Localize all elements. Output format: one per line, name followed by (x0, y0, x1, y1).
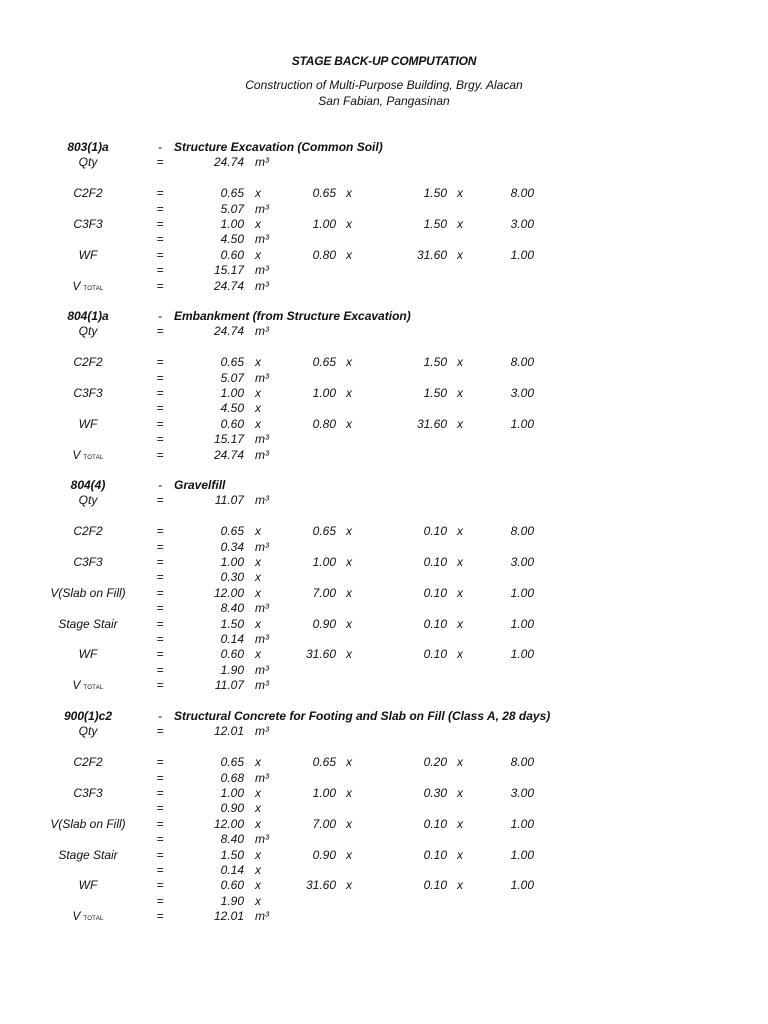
equals-sign: = (156, 524, 164, 539)
multiply-sign: x (346, 878, 352, 893)
section-header (0, 140, 768, 155)
row-label: WF (78, 247, 98, 262)
equals-sign: = (156, 386, 164, 400)
equals-sign: = (156, 632, 164, 646)
value-4: 1.00 (510, 847, 534, 862)
equals-sign: = (156, 770, 164, 785)
value-4: 1.00 (510, 585, 534, 600)
item-code: 804(4) (70, 478, 106, 492)
value-2: 0.65 (312, 355, 336, 370)
value-1: 1.50 (220, 616, 244, 631)
item-code: 900(1)c2 (63, 709, 113, 723)
multiply-sign: x (457, 416, 463, 431)
value-2: 1.00 (312, 217, 336, 231)
operator-or-unit: x (255, 217, 261, 231)
value-4: 8.00 (510, 186, 534, 201)
row-label: WF (78, 878, 98, 893)
operator-or-unit: m³ (255, 447, 269, 462)
operator-or-unit: x (255, 355, 261, 370)
computation-row (0, 432, 768, 447)
value-2: 1.00 (312, 786, 336, 800)
row-label: C2F2 (73, 524, 103, 539)
value-4: 3.00 (510, 555, 534, 569)
computation-row (0, 632, 768, 647)
operator-or-unit: x (255, 555, 261, 569)
computation-row (0, 417, 768, 432)
value-4: 1.00 (510, 616, 534, 631)
computation-row (0, 894, 768, 909)
value-1: 5.07 (220, 370, 244, 385)
equals-sign: = (156, 601, 164, 616)
multiply-sign: x (457, 786, 463, 800)
project-name: Construction of Multi-Purpose Building, Brgy. Alacan (245, 78, 523, 92)
computation-row (0, 202, 768, 217)
value-3: 31.60 (416, 416, 447, 431)
value-4: 3.00 (510, 217, 534, 231)
multiply-sign: x (457, 524, 463, 539)
computation-row (0, 678, 768, 693)
value-2: 1.00 (312, 386, 336, 400)
qty-row (0, 155, 768, 170)
equals-sign: = (156, 893, 164, 908)
value-4: 1.00 (510, 247, 534, 262)
equals-sign: = (156, 232, 164, 247)
operator-or-unit: m³ (255, 632, 269, 646)
value-1: 1.00 (220, 786, 244, 800)
multiply-sign: x (346, 555, 352, 569)
row-label: V(Slab on Fill) (50, 585, 126, 600)
row-label: C3F3 (73, 217, 103, 231)
item-description: Structure Excavation (Common Soil) (174, 140, 383, 154)
row-label: C3F3 (73, 555, 103, 569)
value-1: 1.90 (220, 893, 244, 908)
operator-or-unit: m³ (255, 601, 269, 616)
operator-or-unit: x (255, 801, 261, 816)
operator-or-unit: x (255, 585, 261, 600)
value-3: 1.50 (423, 186, 447, 201)
multiply-sign: x (457, 878, 463, 893)
multiply-sign: x (457, 616, 463, 631)
value-3: 31.60 (416, 247, 447, 262)
value-4: 8.00 (510, 755, 534, 770)
value-1: 1.00 (220, 555, 244, 569)
computation-row (0, 186, 768, 201)
operator-or-unit: x (255, 524, 261, 539)
operator-or-unit: x (255, 878, 261, 893)
value-1: 12.01 (213, 909, 244, 924)
section-header (0, 309, 768, 324)
operator-or-unit: x (255, 401, 261, 416)
computation-row (0, 863, 768, 878)
computation-row (0, 817, 768, 832)
computation-row (0, 279, 768, 294)
total-subscript: TOTAL (83, 685, 104, 692)
value-1: 8.40 (220, 832, 244, 847)
computation-row (0, 524, 768, 539)
equals-sign: = (156, 878, 164, 893)
computation-row (0, 832, 768, 847)
operator-or-unit: m³ (255, 539, 269, 554)
value-4: 1.00 (510, 416, 534, 431)
volume-symbol: V (72, 678, 81, 693)
equals-sign: = (156, 555, 164, 569)
equals-sign: = (156, 324, 164, 339)
dash: - (158, 140, 162, 154)
value-2: 31.60 (305, 647, 336, 662)
value-4: 3.00 (510, 786, 534, 800)
qty-row (0, 724, 768, 739)
value-3: 0.10 (423, 616, 447, 631)
operator-or-unit: m³ (255, 370, 269, 385)
multiply-sign: x (346, 217, 352, 231)
value-2: 0.80 (312, 416, 336, 431)
equals-sign: = (156, 201, 164, 216)
equals-sign: = (156, 909, 164, 924)
value-2: 7.00 (312, 585, 336, 600)
row-label: WF (78, 647, 98, 662)
dash: - (158, 309, 162, 323)
row-label: C3F3 (73, 386, 103, 400)
computation-row (0, 371, 768, 386)
computation-row (0, 448, 768, 463)
item-code: 804(1)a (67, 309, 109, 323)
multiply-sign: x (346, 755, 352, 770)
multiply-sign: x (346, 386, 352, 400)
volume-symbol: V (72, 447, 81, 462)
equals-sign: = (156, 355, 164, 370)
value-1: 0.30 (220, 570, 244, 585)
total-subscript: TOTAL (83, 454, 104, 461)
computation-row (0, 232, 768, 247)
operator-or-unit: x (255, 616, 261, 631)
multiply-sign: x (457, 816, 463, 831)
item-description: Gravelfill (174, 478, 226, 492)
value-4: 1.00 (510, 816, 534, 831)
value-1: 0.65 (220, 524, 244, 539)
value-3: 0.10 (423, 555, 447, 569)
item-description: Structural Concrete for Footing and Slab on Fill (Class A, 28 days) (174, 709, 551, 723)
operator-or-unit: m³ (255, 662, 269, 677)
qty-label: Qty (78, 724, 98, 739)
equals-sign: = (156, 570, 164, 585)
computation-row (0, 601, 768, 616)
computation-row (0, 217, 768, 232)
equals-sign: = (156, 786, 164, 800)
value-1: 0.68 (220, 770, 244, 785)
value-1: 8.40 (220, 601, 244, 616)
value-1: 0.60 (220, 247, 244, 262)
equals-sign: = (156, 278, 164, 293)
equals-sign: = (156, 724, 164, 739)
row-label: C3F3 (73, 786, 103, 800)
multiply-sign: x (346, 585, 352, 600)
multiply-sign: x (457, 847, 463, 862)
value-2: 0.65 (312, 186, 336, 201)
equals-sign: = (156, 585, 164, 600)
qty-value: 24.74 (213, 324, 244, 339)
project-location: San Fabian, Pangasinan (318, 94, 450, 108)
section-header (0, 478, 768, 493)
value-1: 1.90 (220, 662, 244, 677)
value-2: 0.65 (312, 524, 336, 539)
value-3: 0.10 (423, 524, 447, 539)
multiply-sign: x (457, 186, 463, 201)
operator-or-unit: x (255, 786, 261, 800)
multiply-sign: x (457, 217, 463, 231)
equals-sign: = (156, 186, 164, 201)
computation-row (0, 771, 768, 786)
row-label: WF (78, 416, 98, 431)
equals-sign: = (156, 217, 164, 231)
multiply-sign: x (457, 755, 463, 770)
value-1: 24.74 (213, 278, 244, 293)
value-1: 0.65 (220, 186, 244, 201)
row-label: V(Slab on Fill) (50, 816, 126, 831)
equals-sign: = (156, 493, 164, 508)
value-1: 0.60 (220, 416, 244, 431)
qty-row (0, 324, 768, 339)
equals-sign: = (156, 401, 164, 416)
operator-or-unit: m³ (255, 432, 269, 447)
value-3: 1.50 (423, 386, 447, 400)
total-subscript: TOTAL (83, 285, 104, 292)
equals-sign: = (156, 416, 164, 431)
computation-row (0, 617, 768, 632)
value-3: 0.10 (423, 878, 447, 893)
computation-row (0, 263, 768, 278)
qty-value: 12.01 (213, 724, 244, 739)
computation-row (0, 570, 768, 585)
value-3: 1.50 (423, 355, 447, 370)
value-2: 0.65 (312, 755, 336, 770)
value-3: 0.10 (423, 647, 447, 662)
operator-or-unit: m³ (255, 201, 269, 216)
computation-row (0, 540, 768, 555)
value-1: 0.65 (220, 755, 244, 770)
multiply-sign: x (346, 524, 352, 539)
qty-label: Qty (78, 324, 98, 339)
value-2: 0.80 (312, 247, 336, 262)
computation-row (0, 755, 768, 770)
qty-value: 24.74 (213, 155, 244, 170)
volume-symbol: V (72, 278, 81, 293)
operator-or-unit: m³ (255, 909, 269, 924)
equals-sign: = (156, 832, 164, 847)
computation-row (0, 386, 768, 401)
operator-or-unit: m³ (255, 832, 269, 847)
item-description: Embankment (from Structure Excavation) (174, 309, 411, 323)
value-1: 0.14 (220, 863, 244, 877)
multiply-sign: x (457, 585, 463, 600)
row-label: C2F2 (73, 186, 103, 201)
computation-row (0, 401, 768, 416)
value-1: 1.00 (220, 217, 244, 231)
total-subscript: TOTAL (83, 916, 104, 923)
multiply-sign: x (346, 247, 352, 262)
operator-or-unit: x (255, 847, 261, 862)
equals-sign: = (156, 155, 164, 170)
operator-or-unit: m³ (255, 278, 269, 293)
value-2: 0.90 (312, 616, 336, 631)
equals-sign: = (156, 447, 164, 462)
value-1: 1.50 (220, 847, 244, 862)
value-1: 0.65 (220, 355, 244, 370)
equals-sign: = (156, 616, 164, 631)
computation-row (0, 663, 768, 678)
equals-sign: = (156, 647, 164, 662)
value-4: 3.00 (510, 386, 534, 400)
computation-row (0, 801, 768, 816)
computation-row (0, 355, 768, 370)
row-label: C2F2 (73, 755, 103, 770)
operator-or-unit: x (255, 647, 261, 662)
value-2: 1.00 (312, 555, 336, 569)
qty-label: Qty (78, 493, 98, 508)
equals-sign: = (156, 432, 164, 447)
multiply-sign: x (346, 786, 352, 800)
value-2: 31.60 (305, 878, 336, 893)
value-4: 1.00 (510, 647, 534, 662)
qty-value: 11.07 (214, 493, 244, 508)
value-4: 8.00 (510, 524, 534, 539)
equals-sign: = (156, 863, 164, 877)
value-3: 0.10 (423, 847, 447, 862)
multiply-sign: x (457, 555, 463, 569)
value-1: 15.17 (213, 432, 244, 447)
equals-sign: = (156, 847, 164, 862)
value-1: 15.17 (213, 263, 244, 278)
document-title: STAGE BACK-UP COMPUTATION (291, 54, 477, 68)
multiply-sign: x (457, 247, 463, 262)
value-1: 0.14 (220, 632, 244, 646)
row-label: C2F2 (73, 355, 103, 370)
value-3: 0.30 (423, 786, 447, 800)
dash: - (158, 478, 162, 492)
operator-or-unit: x (255, 247, 261, 262)
qty-unit: m³ (255, 724, 269, 739)
value-1: 12.00 (213, 585, 244, 600)
multiply-sign: x (346, 186, 352, 201)
operator-or-unit: x (255, 863, 261, 877)
equals-sign: = (156, 662, 164, 677)
row-label: Stage Stair (58, 616, 118, 631)
multiply-sign: x (457, 355, 463, 370)
row-label: Stage Stair (58, 847, 118, 862)
qty-unit: m³ (255, 155, 269, 170)
value-1: 12.00 (213, 816, 244, 831)
value-1: 0.60 (220, 647, 244, 662)
computation-row (0, 555, 768, 570)
operator-or-unit: x (255, 816, 261, 831)
value-2: 7.00 (312, 816, 336, 831)
value-3: 1.50 (423, 217, 447, 231)
value-1: 1.00 (220, 386, 244, 400)
value-1: 4.50 (220, 401, 244, 416)
equals-sign: = (156, 755, 164, 770)
operator-or-unit: x (255, 386, 261, 400)
equals-sign: = (156, 801, 164, 816)
multiply-sign: x (346, 847, 352, 862)
operator-or-unit: x (255, 416, 261, 431)
equals-sign: = (156, 370, 164, 385)
value-1: 0.34 (220, 539, 244, 554)
value-3: 0.10 (423, 585, 447, 600)
value-4: 8.00 (510, 355, 534, 370)
operator-or-unit: m³ (255, 263, 269, 278)
equals-sign: = (156, 678, 164, 693)
computation-row (0, 786, 768, 801)
computation-row (0, 878, 768, 893)
equals-sign: = (156, 816, 164, 831)
multiply-sign: x (457, 386, 463, 400)
operator-or-unit: m³ (255, 678, 269, 693)
value-1: 5.07 (220, 201, 244, 216)
value-1: 0.60 (220, 878, 244, 893)
operator-or-unit: x (255, 755, 261, 770)
value-3: 0.20 (423, 755, 447, 770)
multiply-sign: x (346, 647, 352, 662)
equals-sign: = (156, 247, 164, 262)
computation-row (0, 909, 768, 924)
qty-unit: m³ (255, 324, 269, 339)
multiply-sign: x (346, 355, 352, 370)
qty-unit: m³ (255, 493, 269, 508)
qty-label: Qty (78, 155, 98, 170)
computation-row (0, 586, 768, 601)
value-4: 1.00 (510, 878, 534, 893)
value-1: 0.90 (220, 801, 244, 816)
computation-row (0, 647, 768, 662)
value-1: 4.50 (220, 232, 244, 247)
volume-symbol: V (72, 909, 81, 924)
dash: - (158, 709, 162, 723)
operator-or-unit: x (255, 893, 261, 908)
value-3: 0.10 (423, 816, 447, 831)
computation-row (0, 848, 768, 863)
value-1: 11.07 (214, 678, 244, 693)
equals-sign: = (156, 539, 164, 554)
multiply-sign: x (457, 647, 463, 662)
operator-or-unit: m³ (255, 232, 269, 247)
operator-or-unit: x (255, 186, 261, 201)
operator-or-unit: x (255, 570, 261, 585)
multiply-sign: x (346, 816, 352, 831)
multiply-sign: x (346, 616, 352, 631)
value-1: 24.74 (213, 447, 244, 462)
value-2: 0.90 (312, 847, 336, 862)
equals-sign: = (156, 263, 164, 278)
section-header (0, 709, 768, 724)
computation-row (0, 248, 768, 263)
operator-or-unit: m³ (255, 770, 269, 785)
item-code: 803(1)a (67, 140, 109, 154)
multiply-sign: x (346, 416, 352, 431)
qty-row (0, 493, 768, 508)
